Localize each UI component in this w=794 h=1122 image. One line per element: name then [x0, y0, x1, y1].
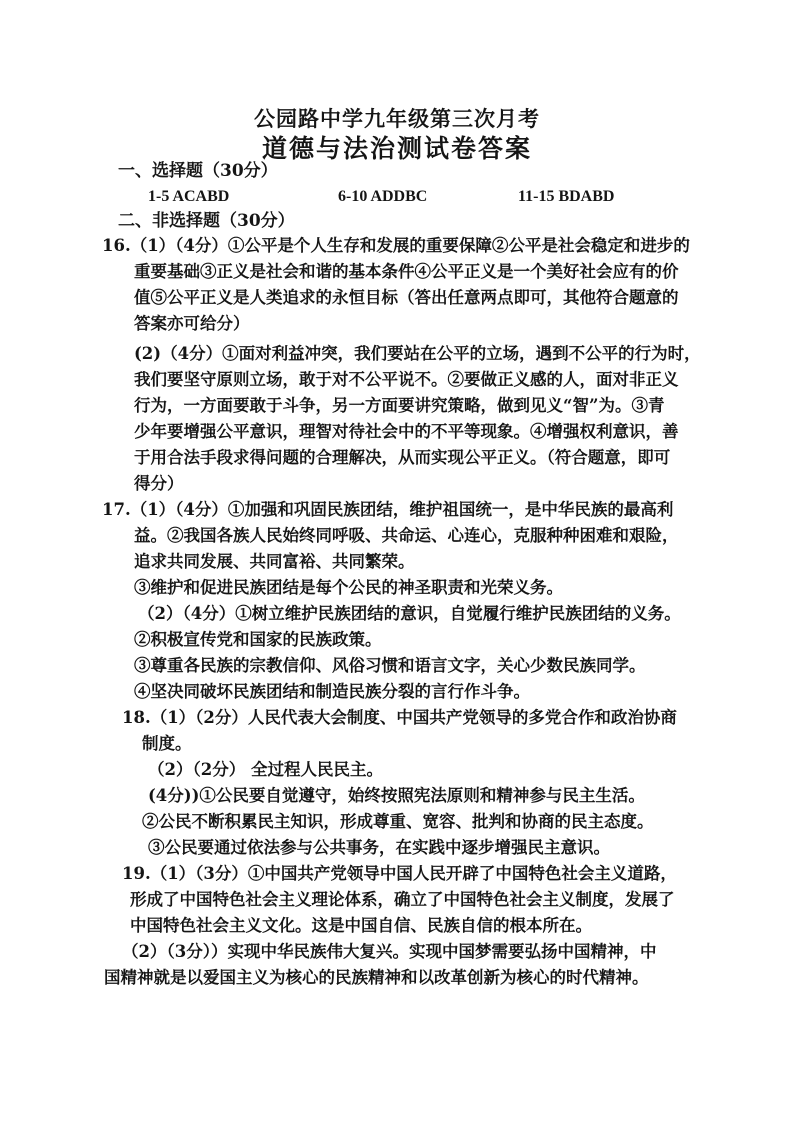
answer-line: 值⑤公平正义是人类追求的永恒目标（答出任意两点即可，其他符合题意的	[134, 288, 679, 307]
answer-line: 中国特色社会主义文化。这是中国自信、民族自信的根本所在。	[130, 916, 592, 935]
answer-line: 17.（1）（4分）①加强和巩固民族团结，维护祖国统一，是中华民族的最高利	[102, 500, 674, 519]
answer-line: 追求共同发展、共同富裕、共同繁荣。	[134, 552, 415, 571]
answer-line: 于用合法手段求得问题的合理解决，从而实现公平正义。（符合题意，即可	[134, 448, 671, 467]
school-exam-title: 公园路中学九年级第三次月考	[254, 106, 540, 131]
answer-line: 18.（1）（2分）人民代表大会制度、中国共产党领导的多党合作和政治协商	[122, 708, 677, 727]
answer-line: （2）（4分）①树立维护民族团结的意识，自觉履行维护民族团结的义务。	[138, 604, 681, 623]
answer-sheet-title: 道德与法治测试卷答案	[261, 134, 532, 163]
answer-line: ③公民要通过依法参与公共事务，在实践中逐步增强民主意识。	[148, 838, 610, 857]
answer-line: （2）（2分） 全过程人民民主。	[148, 760, 383, 779]
section-1-heading: 一、选择题（30分）	[118, 161, 278, 181]
answer-line: 得分）	[134, 474, 184, 493]
answer-line: 重要基础③正义是社会和谐的基本条件④公平正义是一个美好社会应有的价	[134, 262, 679, 281]
answer-line: (4分))①公民要自觉遵守，始终按照宪法原则和精神参与民主生活。	[148, 786, 645, 805]
answer-line: 国精神就是以爱国主义为核心的民族精神和以改革创新为核心的时代精神。	[104, 968, 649, 987]
mc-answers-11-15: 11-15 BDABD	[518, 188, 615, 205]
answer-line: 我们要坚守原则立场，敢于对不公平说不。②要做正义感的人，面对非正义	[134, 370, 679, 389]
answer-line: ④坚决同破坏民族团结和制造民族分裂的言行作斗争。	[134, 682, 530, 701]
mc-answers-1-5: 1-5 ACABD	[148, 188, 230, 205]
answer-line: 答案亦可给分）	[134, 314, 250, 333]
answer-line: ②积极宣传党和国家的民族政策。	[134, 630, 382, 649]
answer-line: 制度。	[142, 734, 192, 753]
section-2-heading: 二、非选择题（30分）	[118, 211, 295, 231]
answer-line: 形成了中国特色社会主义理论体系，确立了中国特色社会主义制度，发展了	[130, 890, 675, 909]
answer-line: 行为，一方面要敢于斗争，另一方面要讲究策略，做到见义“智”为。③青	[134, 396, 665, 415]
answer-line: 16.（1）（4分）①公平是个人生存和发展的重要保障②公平是社会稳定和进步的	[102, 236, 690, 255]
mc-answers-6-10: 6-10 ADDBC	[338, 188, 428, 205]
answer-line: （2）（3分））实现中华民族伟大复兴。实现中国梦需要弘扬中国精神，中	[122, 942, 657, 961]
answer-line: ③维护和促进民族团结是每个公民的神圣职责和光荣义务。	[134, 578, 563, 597]
answer-line: ②公民不断积累民主知识，形成尊重、宽容、批判和协商的民主态度。	[142, 812, 654, 831]
answer-line: (2)（4分）①面对利益冲突，我们要站在公平的立场，遇到不公平的行为时，	[134, 344, 701, 363]
answer-line: ③尊重各民族的宗教信仰、风俗习惯和语言文字，关心少数民族同学。	[134, 656, 646, 675]
answer-line: 少年要增强公平意识，理智对待社会中的不平等现象。④增强权利意识，善	[134, 422, 679, 441]
answer-line: 19.（1）（3分）①中国共产党领导中国人民开辟了中国特色社会主义道路，	[122, 864, 677, 883]
answer-line: 益。②我国各族人民始终同呼吸、共命运、心连心，克服种种困难和艰险，	[134, 526, 679, 545]
